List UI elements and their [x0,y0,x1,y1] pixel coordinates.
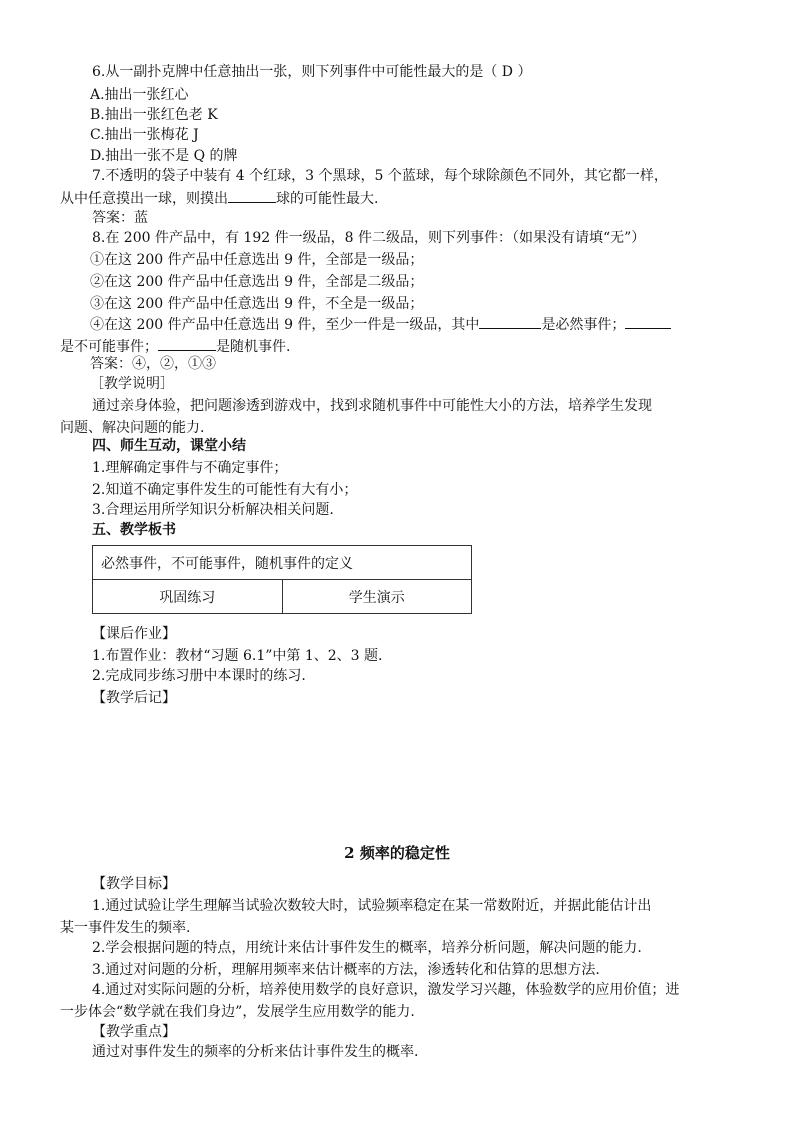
q7-line2-post: 球的可能性最大. [276,191,379,207]
lesson2-focus: 通过对事件发生的频率的分析来估计事件发生的概率. [92,1044,419,1060]
section4-title: 四、师生互动，课堂小结 [92,438,246,454]
lesson2-goal-3: 3.通过对问题的分析，理解用频率来估计概率的方法，渗透转化和估算的思想方法. [92,962,600,978]
section4-item-2: 2.知道不确定事件发生的可能性有大有小； [92,482,358,498]
q6-option-c: C.抽出一张梅花 J [90,127,199,143]
board-cell-definitions: 必然事件，不可能事件，随机事件的定义 [93,546,472,580]
board-row-bottom [93,580,472,614]
q8-answer: 答案：④，②，①③ [90,356,216,372]
q7-line2-pre: 从中任意摸出一球，则摸出 [60,191,228,207]
q8-item4-mid: 是必然事件； [541,317,626,333]
lesson2-goal-1a: 1.通过试验让学生理解当试验次数较大时，试验频率稳定在某一常数附近，并据此能估计出 [92,898,652,914]
lesson2-goal-4b: 一步体会“数学就在我们身边”，发展学生应用数学的能力. [60,1004,415,1020]
board-cell-practice: 巩固练习 [93,580,283,614]
q7-line1: 7.不透明的袋子中装有 4 个红球，3 个黑球，5 个蓝球，每个球除颜色不同外，其它都一样， [92,168,668,184]
q8-line-b-pre: 是不可能事件； [60,339,158,355]
board-table [92,545,472,614]
q8-item4-pre: ④在这 200 件产品中任意选出 9 件，至少一件是一级品，其中 [90,317,480,333]
lesson2-title: 2 频率的稳定性 [344,844,450,862]
q8-item-3: ③在这 200 件产品中任意选出 9 件，不全是一级品； [90,296,424,312]
lesson2-goal-2: 2.学会根据问题的特点，用统计来估计事件发生的概率，培养分析问题，解决问题的能力. [92,940,642,956]
q7-line2 [60,188,378,209]
q8-item-4 [90,314,671,335]
q6-option-b: B.抽出一张红色老 K [90,107,218,123]
homework-item-1: 1.布置作业：教材“习题 6.1”中第 1、2、3 题. [92,648,383,664]
q8-blank-impossible [625,314,671,329]
teaching-note-line1: 通过亲身体验，把问题渗透到游戏中，找到求随机事件中可能性大小的方法，培养学生发现 [92,398,652,414]
q8-item-1: ①在这 200 件产品中任意选出 9 件，全部是一级品； [90,252,424,268]
board-row-top [93,546,472,580]
q8-blank-certain [479,314,541,329]
q7-answer-blank [228,188,276,203]
board-cell-demo: 学生演示 [282,580,472,614]
q6-option-a: A.抽出一张红心 [90,87,189,103]
teaching-note-line2: 问题、解决问题的能力. [60,420,205,436]
q7-answer: 答案：蓝 [92,210,148,226]
q6-stem: 6.从一副扑克牌中任意抽出一张，则下列事件中可能性最大的是（ D ） [92,64,532,80]
lesson2-focus-label: 【教学重点】 [92,1024,176,1040]
q6-option-d: D.抽出一张不是 Q 的牌 [90,148,238,164]
postscript-label: 【教学后记】 [92,690,176,706]
section4-item-1: 1.理解确定事件与不确定事件； [92,460,288,476]
section5-title: 五、教学板书 [92,522,176,538]
lesson2-goal-4a: 4.通过对实际问题的分析，培养使用数学的良好意识，激发学习兴趣，体验数学的应用价值；进 [92,982,680,998]
q8-stem: 8.在 200 件产品中，有 192 件一级品，8 件二级品，则下列事件：（如果没有请填“无”） [92,230,646,246]
homework-label: 【课后作业】 [92,626,176,642]
teaching-note-label: ［教学说明］ [90,376,174,392]
section4-item-3: 3.合理运用所学知识分析解决相关问题. [92,502,334,518]
lesson2-goal-1b: 某一事件发生的频率. [60,920,191,936]
homework-item-2: 2.完成同步练习册中本课时的练习. [92,668,306,684]
q8-line-b-post: 是随机事件. [216,339,291,355]
lesson2-goals-label: 【教学目标】 [92,876,176,892]
q8-blank-random [158,336,216,351]
q8-item-2: ②在这 200 件产品中任意选出 9 件，全部是二级品； [90,274,424,290]
